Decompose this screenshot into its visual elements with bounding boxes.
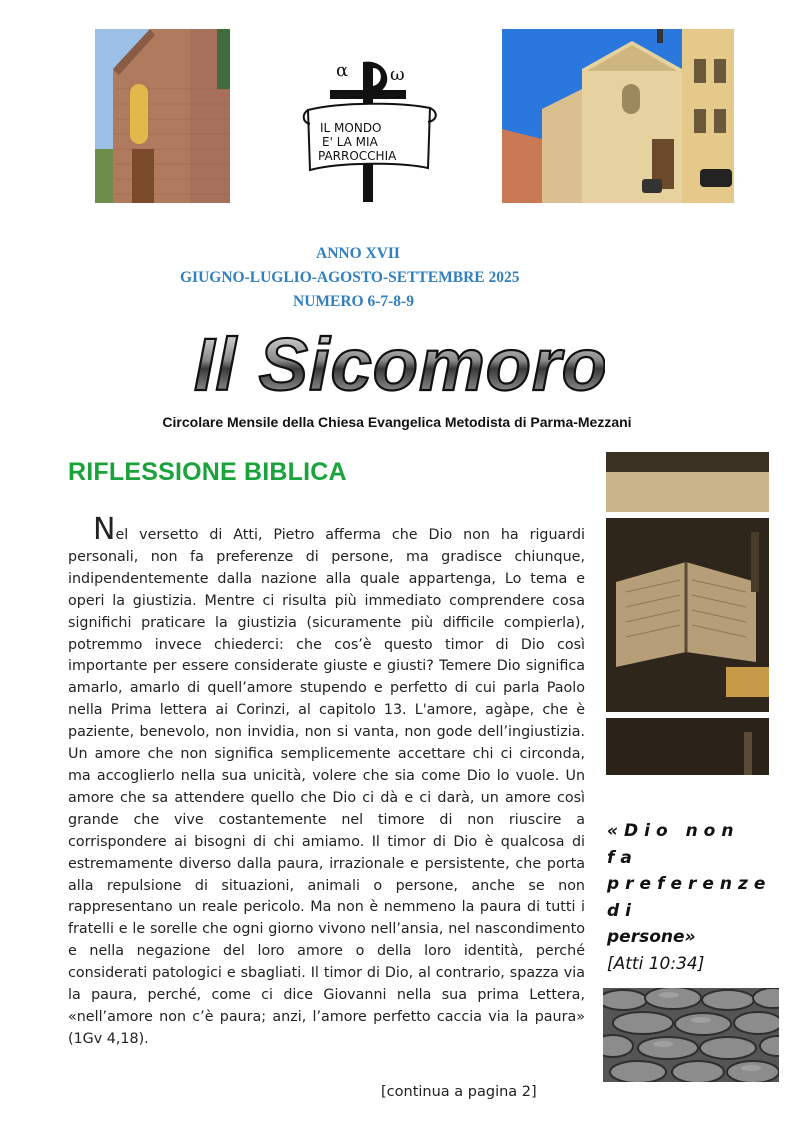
issue-year: ANNO XVII: [316, 245, 400, 262]
article-paragraph: [68, 512, 585, 1051]
article-text: el versetto di Atti, Pietro afferma che Dio non ha riguardi personali, non fa preferenze di persone, ma gradisce chiunque, indipendentemente dalla nazione alla quale appartenga, Lo tema e operi la giustizia. Mentre ci risulta più immediato comprendere cosa significhi praticare la giustizia (sicuramente più difficile compierla), potremmo invece chiederci: che cos’è questo timor di Dio così importante per essere considerate giuste e giusti? Temere Dio significa amarlo, amarlo di quell’amore stupendo e perfetto di cui parla Paolo nella Prima lettera ai Corinzi, al capitolo 13. L'amore, agàpe, che è paziente, benevolo, non invidia, non si vanta, non gode dell’ingiustizia. Un amore che non significa semplicemente accettare chi ci circonda, ma accoglierlo nella sua unicità, volere che sia come Dio lo vuole. Un amore che sa attendere quello che Dio ci dà e ci darà, un amore così grande che vive costantemente nel timore di non riuscire a corrispondere ai bisogni di chi amiamo. Il timor di Dio è qualcosa di estremamente diverso dalla paura, irrazionale e persistente, che porta alla repulsione di situazioni, animali o persone, anche se non rappresentano un reale pericolo. Ma non è nemmeno la paura di tutti i fratelli e le sorelle che ogni giorno vivono nell’ansia, nel nascondimento e nella negazione del loro amore o della loro identità, perché considerati patologici e sbagliati. Il timor di Dio, al contrario, spazza via la paura, perché, come ci dice Giovanni nella sua prima Lettera, «nell’amore non c’è paura; anzi, l’amore perfetto caccia via la paura» (1Gv 4,18).: [68, 527, 585, 1047]
masthead-logo: [190, 322, 605, 398]
quote-line-2: preferenze di: [607, 874, 772, 921]
section-title: RIFLESSIONE BIBLICA: [68, 458, 347, 486]
quote-reference: [Atti 10:34]: [607, 953, 705, 974]
logo-banner-line2: E' LA MIA: [322, 135, 378, 149]
continued-link: [continua a pagina 2]: [381, 1084, 537, 1100]
church-photo-left: [95, 29, 230, 203]
issue-number: NUMERO 6-7-8-9: [293, 293, 414, 310]
masthead-subtitle: Circolare Mensile della Chiesa Evangelica Metodista di Parma-Mezzani: [162, 414, 632, 430]
issue-months: GIUGNO-LUGLIO-AGOSTO-SETTEMBRE 2025: [180, 269, 520, 286]
omega-glyph: ω: [390, 64, 405, 85]
alpha-glyph: α: [336, 60, 349, 81]
stone-texture-image: [603, 988, 779, 1082]
quote-line-3: persone»: [607, 927, 696, 947]
logo-banner-line1: IL MONDO: [320, 121, 382, 135]
chi-rho-logo: [300, 50, 440, 205]
church-photo-right: [502, 29, 734, 203]
masthead-title: Il Sicomoro: [194, 323, 605, 398]
bible-image: [606, 452, 769, 775]
drop-cap: N: [93, 512, 116, 547]
logo-banner-line3: PARROCCHIA: [318, 149, 397, 163]
quote-line-1: «Dio non fa: [607, 821, 740, 868]
article-body: [68, 512, 585, 1051]
sidebar-quote: [607, 818, 772, 977]
